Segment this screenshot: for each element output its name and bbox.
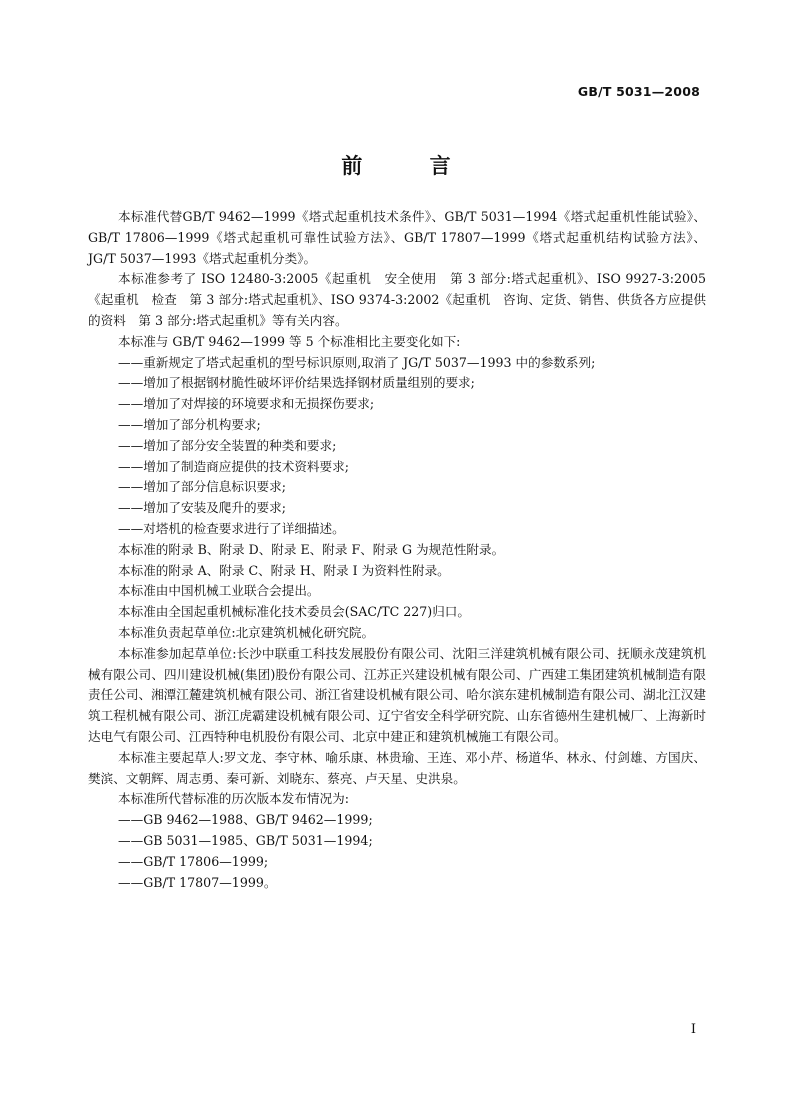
change-item: ——增加了根据钢材脆性破坏评价结果选择钢材质量组别的要求; [118, 375, 475, 391]
foreword-body [88, 207, 706, 893]
change-item: ——增加了部分安全装置的种类和要求; [118, 437, 337, 453]
change-item: ——增加了对焊接的环境要求和无损探伤要求; [118, 396, 375, 412]
change-item: ——增加了部分信息标识要求; [118, 479, 286, 495]
paragraph-references: 本标准参考了 ISO 12480-3:2005《起重机 安全使用 第 3 部分:塔式起重机》、ISO 9927-3:2005《起重机 检查 第 3 部分:塔式起重机》、ISO 9374-3:2002《起重机 咨询、定货、销售、供货各方应提供的资料 第 3 部分:塔式起重机》等有关内容。 [88, 271, 706, 328]
paragraph-changes-intro: 本标准与 GB/T 9462—1999 等 5 个标准相比主要变化如下: [118, 333, 461, 349]
change-item: ——增加了安装及爬升的要求; [118, 500, 286, 516]
history-item: ——GB/T 17807—1999。 [118, 874, 277, 890]
document-id: GB/T 5031—2008 [577, 84, 700, 99]
change-item: ——增加了部分机构要求; [118, 416, 261, 432]
paragraph-drafting-participants: 本标准参加起草单位:长沙中联重工科技发展股份有限公司、沈阳三洋建筑机械有限公司、抚顺永茂建筑机械有限公司、四川建设机械(集团)股份有限公司、江苏正兴建设机械有限公司、广西建工集团建筑机械制造有限责任公司、湘潭江麓建筑机械有限公司、浙江省建设机械有限公司、哈尔滨东建机械制造有限公司、湖北江汉建筑工程机械有限公司、浙江虎霸建设机械有限公司、辽宁省安全科学研究院、山东省德州生建机械厂、上海新时达电气有限公司、江西特种电机股份有限公司、北京中建正和建筑机械施工有限公司。 [88, 645, 706, 744]
change-item: ——对塔机的检查要求进行了详细描述。 [118, 520, 345, 536]
history-item: ——GB/T 17806—1999; [118, 853, 269, 869]
paragraph-history-intro: 本标准所代替标准的历次版本发布情况为: [118, 791, 349, 807]
page-number: I [690, 1022, 696, 1037]
paragraph-centralized-by: 本标准由全国起重机械标准化技术委员会(SAC/TC 227)归口。 [118, 604, 470, 620]
change-item: ——增加了制造商应提供的技术资料要求; [118, 458, 349, 474]
change-item: ——重新规定了塔式起重机的型号标识原则,取消了 JG/T 5037—1993 中的参数系列; [118, 354, 596, 370]
paragraph-proposed-by: 本标准由中国机械工业联合会提出。 [118, 583, 320, 599]
paragraph-drafting-lead: 本标准负责起草单位:北京建筑机械化研究院。 [118, 624, 375, 640]
paragraph-informative-annexes: 本标准的附录 A、附录 C、附录 H、附录 I 为资料性附录。 [118, 562, 450, 578]
page-title: 前 言 [341, 154, 481, 178]
paragraph-replaces: 本标准代替GB/T 9462—1999《塔式起重机技术条件》、GB/T 5031—1994《塔式起重机性能试验》、GB/T 17806—1999《塔式起重机可靠性试验方法》、GB/T 17807—1999《塔式起重机结构试验方法》、JG/T 5037—1993《塔式起重机分类》。 [88, 209, 706, 266]
history-item: ——GB 9462—1988、GB/T 9462—1999; [118, 812, 373, 828]
paragraph-drafters: 本标准主要起草人:罗文龙、李守林、喻乐康、林贵瑜、王连、邓小芹、杨道华、林永、付剑雄、方国庆、樊滨、文朝辉、周志勇、秦可新、刘晓东、蔡亮、卢天星、史洪泉。 [88, 749, 706, 786]
history-item: ——GB 5031—1985、GB/T 5031—1994; [118, 832, 373, 848]
paragraph-normative-annexes: 本标准的附录 B、附录 D、附录 E、附录 F、附录 G 为规范性附录。 [118, 541, 505, 557]
